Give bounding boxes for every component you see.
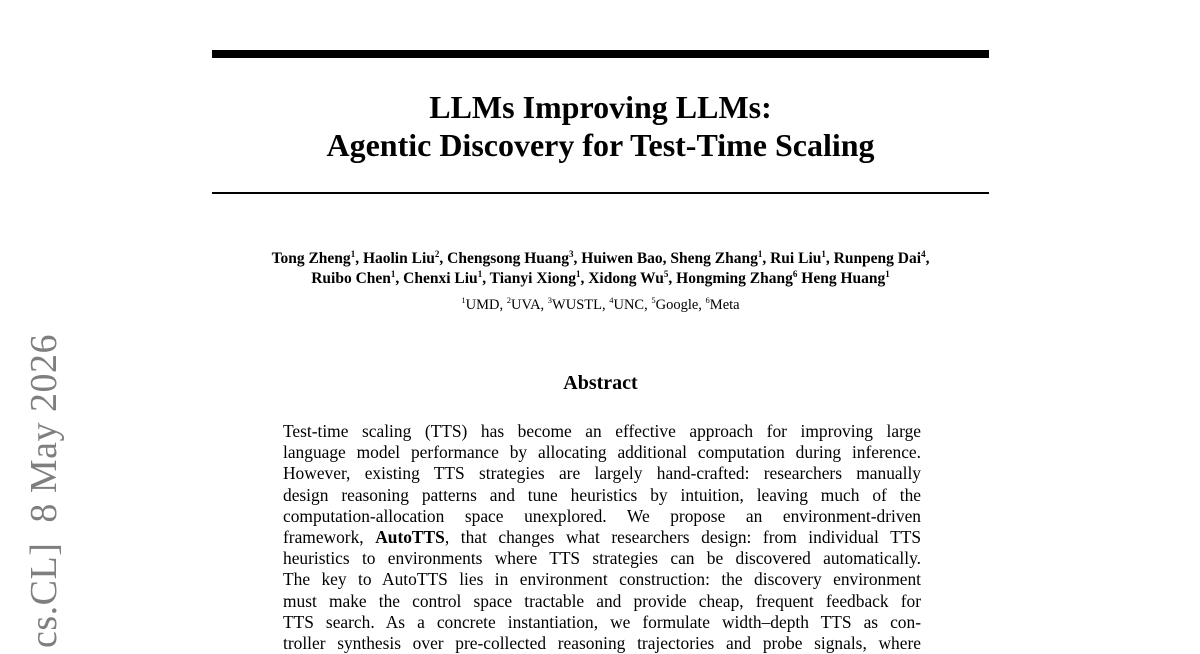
affiliation-separator: , [540, 297, 548, 313]
author-affiliation-mark: 5 [663, 268, 669, 279]
author-line-1 [212, 249, 989, 269]
paper-title-line-2: Agentic Discovery for Test-Time Scaling [326, 127, 875, 163]
affiliation-name: Meta [709, 297, 740, 313]
author-affiliation-mark: 6 [792, 268, 798, 279]
abstract-line: computation-allocation space unexplored. We propose an environment-driven [283, 505, 921, 526]
author-name: Chenxi Liu [403, 270, 478, 287]
affiliation-mark: 4 [609, 295, 614, 306]
author-name: Chengsong Huang [447, 250, 570, 267]
author-affiliation-mark: 4 [921, 248, 926, 259]
abstract-line: The key to AutoTTS lies in environment construction: the discovery environment [283, 569, 921, 590]
author-affiliation-mark: 1 [885, 268, 890, 279]
abstract-line: must make the control space tractable and provide cheap, frequent feedback for [283, 590, 921, 611]
affiliation-separator: , [644, 297, 652, 313]
abstract-body [283, 421, 921, 654]
author-separator: , [482, 270, 490, 287]
author-affiliation-mark: 3 [569, 248, 574, 259]
author-affiliation-mark: 1 [821, 248, 826, 259]
author-affiliation-mark: 2 [434, 248, 440, 259]
author-affiliation-mark: 1 [757, 248, 763, 259]
author-name: Sheng Zhang [670, 250, 758, 267]
abstract-line: framework, AutoTTS, that changes what researchers design: from individual TTS [283, 527, 922, 548]
method-name-emphasis: AutoTTS [375, 527, 445, 548]
paper-title [212, 88, 989, 164]
author-name: Huiwen Bao [581, 250, 663, 267]
author-separator: , [573, 250, 582, 267]
abstract-line: TTS search. As a concrete instantiation, we formulate width–depth TTS as con- [283, 611, 921, 632]
author-name: Rui Liu [770, 250, 822, 267]
affiliation-separator: , [601, 297, 610, 313]
affiliation-name: Google [655, 297, 699, 313]
title-top-rule [212, 50, 989, 58]
author-separator: , [925, 250, 930, 267]
affiliation-mark: 6 [705, 295, 710, 306]
arxiv-identifier-stamp[interactable]: cs.CL] 8 May 2026 [23, 333, 65, 648]
author-name: Ruibo Chen [311, 270, 391, 287]
abstract-line: However, existing TTS strategies are largely hand-crafted: researchers manually [283, 463, 921, 484]
abstract-heading: Abstract [563, 372, 638, 394]
author-line-2 [212, 269, 989, 289]
author-name: Xidong Wu [588, 270, 664, 287]
author-affiliation-mark: 1 [390, 268, 396, 279]
affiliation-name: WUSTL [552, 297, 602, 313]
author-name: Hongming Zhang [676, 270, 793, 287]
author-separator: , [762, 250, 771, 267]
author-separator: , [439, 250, 448, 267]
abstract-line: Test-time scaling (TTS) has become an effective approach for improving large [283, 421, 921, 441]
author-separator: , [355, 250, 363, 267]
author-separator: , [395, 270, 404, 287]
author-name: Tong Zheng [271, 250, 351, 267]
affiliation-name: UVA [511, 297, 541, 313]
author-separator: , [668, 270, 677, 287]
author-list [212, 249, 989, 289]
abstract-line: heuristics to environments where TTS strategies can be discovered automatically. [283, 548, 921, 569]
author-name: Runpeng Dai [833, 250, 922, 267]
author-name: Tianyi Xiong [489, 270, 576, 287]
author-affiliation-mark: 1 [350, 248, 356, 259]
author-separator: , [662, 250, 671, 267]
author-affiliation-mark: 1 [477, 268, 483, 279]
author-affiliation-mark: 1 [575, 268, 581, 279]
affiliation-mark: 1 [461, 295, 466, 306]
affiliation-name: UNC [613, 297, 645, 313]
affiliation-mark: 3 [547, 295, 553, 306]
affiliation-separator: , [499, 297, 507, 313]
abstract-line: troller synthesis over pre-collected reasoning trajectories and probe signals, where [283, 633, 921, 654]
affiliation-mark: 5 [651, 295, 656, 306]
paper-title-line-1: LLMs Improving LLMs: [429, 89, 772, 125]
affiliation-separator: , [698, 297, 706, 313]
affiliation-name: UMD [465, 297, 500, 313]
abstract-line: language model performance by allocating additional computation during inference. [283, 442, 921, 463]
affiliation-mark: 2 [506, 295, 511, 306]
author-separator: , [825, 250, 834, 267]
author-name: Haolin Liu [362, 250, 435, 267]
author-name: Heng Huang [801, 270, 886, 287]
author-separator: , [580, 270, 589, 287]
abstract-line: design reasoning patterns and tune heuristics by intuition, leaving much of the [283, 484, 921, 505]
affiliations [212, 296, 989, 314]
title-bottom-rule [212, 192, 989, 194]
